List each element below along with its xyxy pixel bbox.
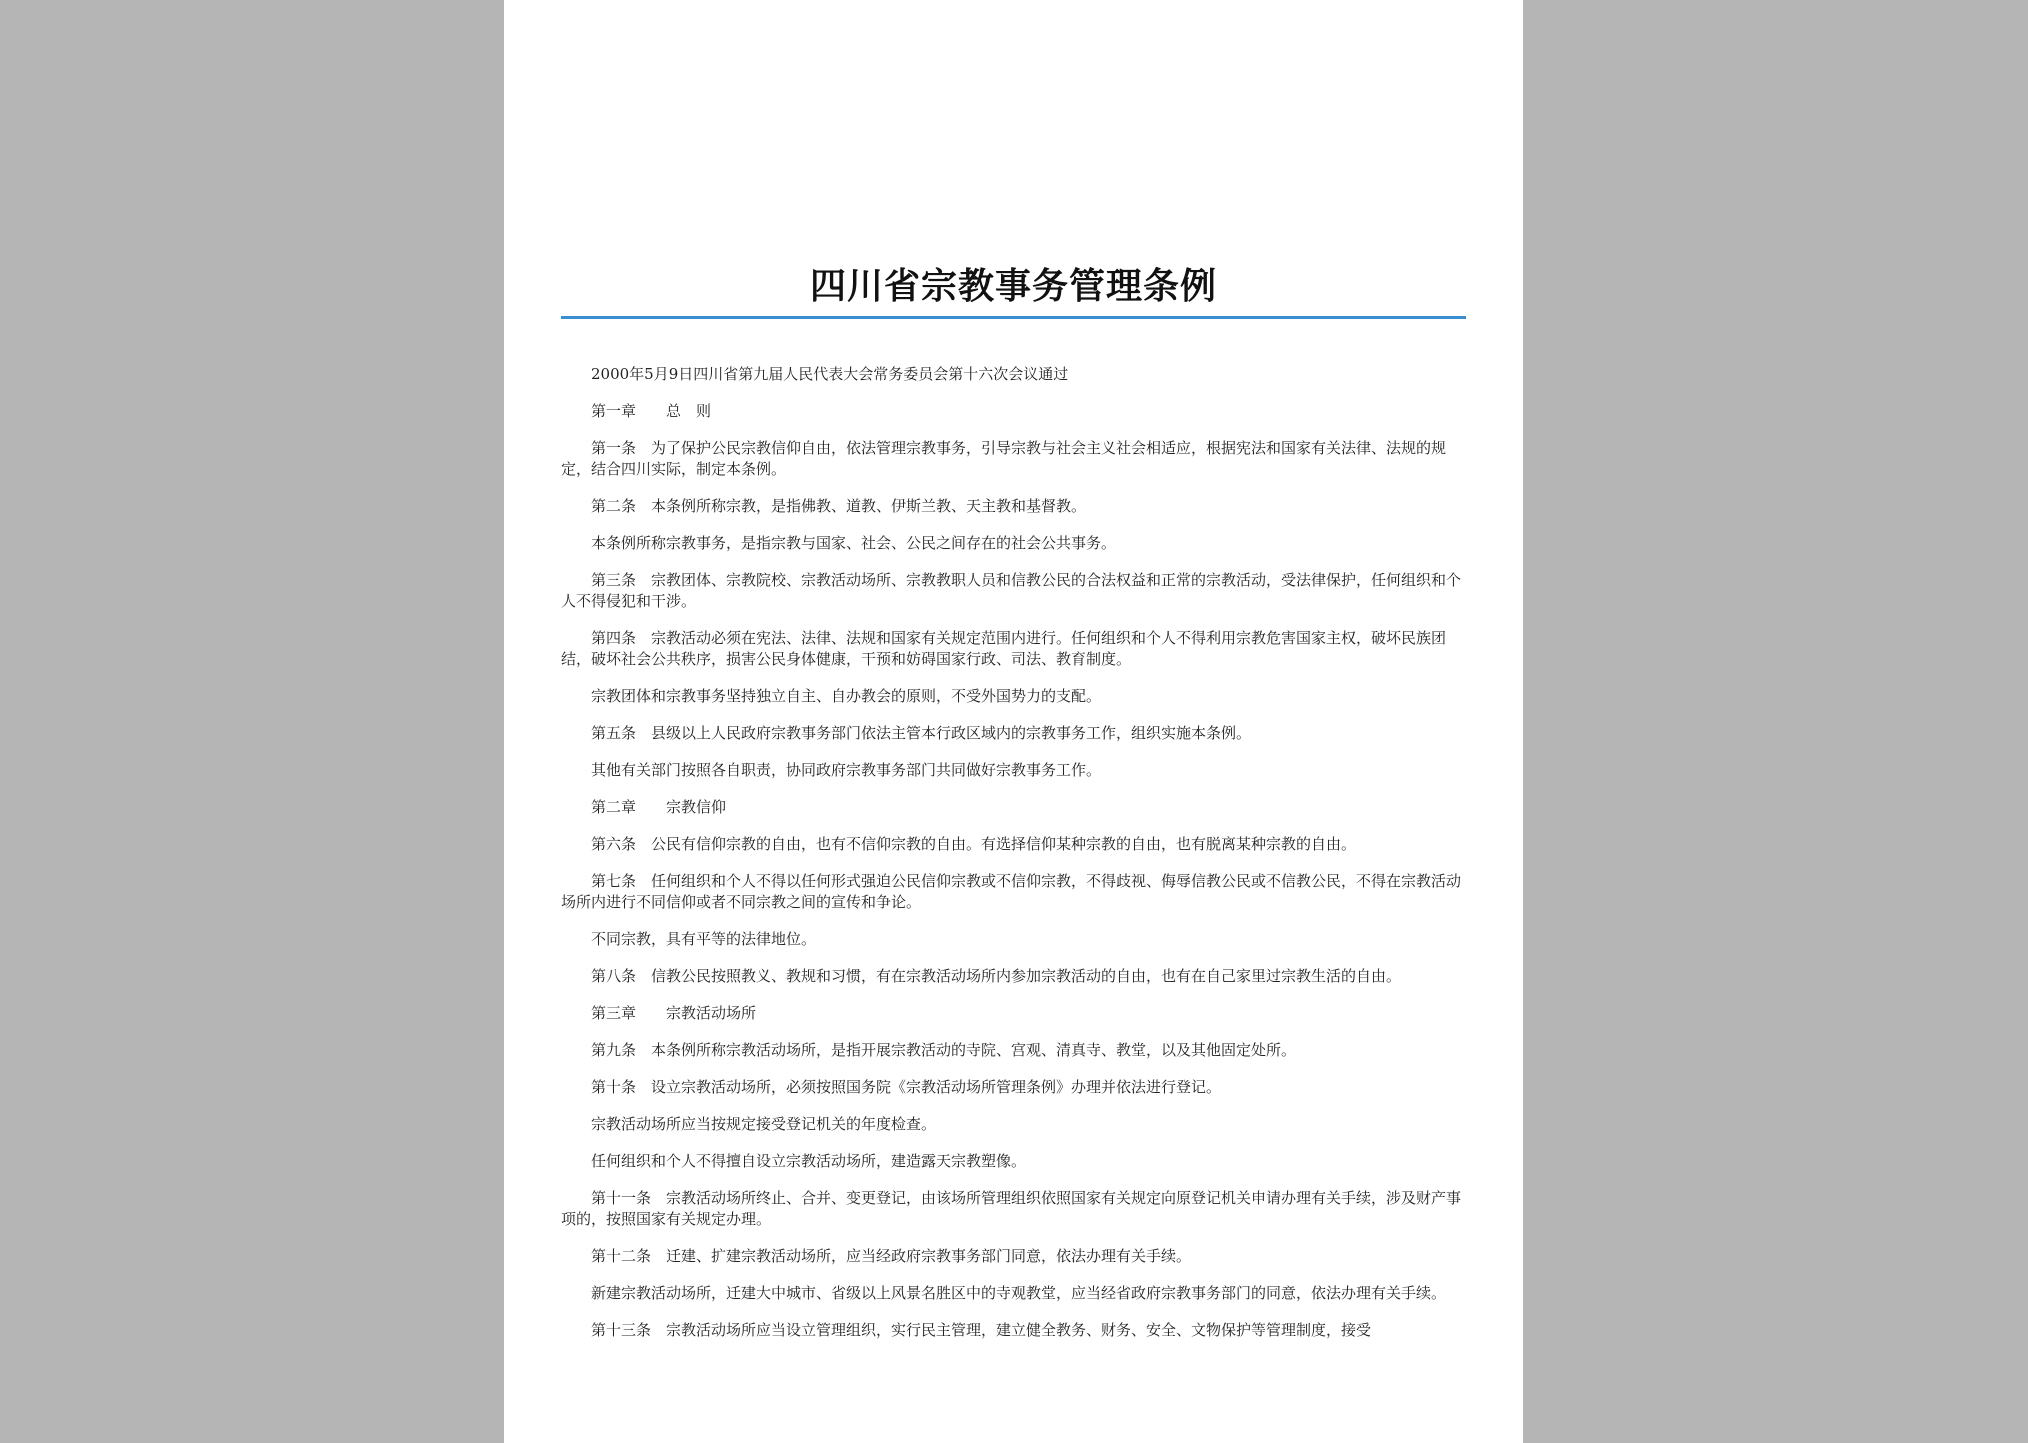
- chapter-title: 宗教活动场所: [666, 1004, 757, 1022]
- document-body: [561, 364, 1466, 1357]
- paragraph-text: 宗教团体和宗教事务坚持独立自主、自办教会的原则，不受外国势力的支配。: [591, 687, 1102, 705]
- article-label: 第十一条: [591, 1189, 652, 1207]
- paragraph-text: 宗教活动必须在宪法、法律、法规和国家有关规定范围内进行。任何组织和个人不得利用宗教危害国家主权，破坏民族团结，破坏社会公共秩序，损害公民身体健康，干预和妨碍国家行政、司法、教育制度。: [561, 629, 1447, 668]
- article-label: 第六条: [591, 835, 637, 853]
- article-label: 第八条: [591, 967, 637, 985]
- article-paragraph: [561, 1040, 1466, 1061]
- paragraph-text: 任何组织和个人不得以任何形式强迫公民信仰宗教或不信仰宗教，不得歧视、侮辱信教公民或不信教公民，不得在宗教活动场所内进行不同信仰或者不同宗教之间的宣传和争论。: [561, 872, 1462, 911]
- article-label: 第十二条: [591, 1247, 652, 1265]
- article-paragraph: [561, 966, 1466, 987]
- article-label: 第五条: [591, 724, 637, 742]
- text-paragraph: [561, 929, 1466, 950]
- article-paragraph: [561, 1077, 1466, 1098]
- chapter-label: 第一章: [591, 402, 637, 420]
- article-label: 第七条: [591, 872, 637, 890]
- article-paragraph: [561, 871, 1466, 913]
- chapter-heading: [561, 401, 1466, 422]
- paragraph-text: 宗教活动场所终止、合并、变更登记，由该场所管理组织依照国家有关规定向原登记机关申请办理有关手续，涉及财产事项的，按照国家有关规定办理。: [561, 1189, 1462, 1228]
- paragraph-text: 公民有信仰宗教的自由，也有不信仰宗教的自由。有选择信仰某种宗教的自由，也有脱离某种宗教的自由。: [651, 835, 1357, 853]
- article-label: 第十条: [591, 1078, 637, 1096]
- paragraph-text: 设立宗教活动场所，必须按照国务院《宗教活动场所管理条例》办理并依法进行登记。: [651, 1078, 1222, 1096]
- article-paragraph: [561, 438, 1466, 480]
- chapter-label: 第三章: [591, 1004, 637, 1022]
- article-paragraph: [561, 723, 1466, 744]
- text-paragraph: [561, 760, 1466, 781]
- article-label: 第二条: [591, 497, 637, 515]
- paragraph-text: 为了保护公民宗教信仰自由，依法管理宗教事务，引导宗教与社会主义社会相适应，根据宪法和国家有关法律、法规的规定，结合四川实际，制定本条例。: [561, 439, 1447, 478]
- text-paragraph: [561, 1283, 1466, 1304]
- article-label: 第十三条: [591, 1321, 652, 1339]
- paragraph-text: 本条例所称宗教事务，是指宗教与国家、社会、公民之间存在的社会公共事务。: [591, 534, 1117, 552]
- article-paragraph: [561, 1246, 1466, 1267]
- chapter-heading: [561, 1003, 1466, 1024]
- paragraph-text: 宗教活动场所应当按规定接受登记机关的年度检查。: [591, 1115, 937, 1133]
- paragraph-text: 县级以上人民政府宗教事务部门依法主管本行政区域内的宗教事务工作，组织实施本条例。: [651, 724, 1252, 742]
- article-paragraph: [561, 834, 1466, 855]
- paragraph-text: 新建宗教活动场所，迁建大中城市、省级以上风景名胜区中的寺观教堂，应当经省政府宗教事务部门的同意，依法办理有关手续。: [591, 1284, 1447, 1302]
- chapter-heading: [561, 797, 1466, 818]
- paragraph-text: 2000年5月9日四川省第九届人民代表大会常务委员会第十六次会议通过: [591, 365, 1069, 383]
- document-page: [504, 0, 1523, 1443]
- text-paragraph: [561, 1151, 1466, 1172]
- paragraph-text: 迁建、扩建宗教活动场所，应当经政府宗教事务部门同意，依法办理有关手续。: [666, 1247, 1192, 1265]
- paragraph-text: 不同宗教，具有平等的法律地位。: [591, 930, 817, 948]
- paragraph-text: 其他有关部门按照各自职责，协同政府宗教事务部门共同做好宗教事务工作。: [591, 761, 1102, 779]
- chapter-label: 第二章: [591, 798, 637, 816]
- text-paragraph: [561, 1114, 1466, 1135]
- article-label: 第九条: [591, 1041, 637, 1059]
- article-paragraph: [561, 570, 1466, 612]
- chapter-title: 总 则: [666, 402, 712, 420]
- document-title: 四川省宗教事务管理条例: [809, 265, 1217, 307]
- article-paragraph: [561, 496, 1466, 517]
- paragraph-text: 宗教活动场所应当设立管理组织，实行民主管理，建立健全教务、财务、安全、文物保护等管理制度，接受: [666, 1321, 1372, 1339]
- article-label: 第四条: [591, 629, 637, 647]
- text-paragraph: [561, 686, 1466, 707]
- article-paragraph: [561, 628, 1466, 670]
- article-label: 第一条: [591, 439, 637, 457]
- text-paragraph: [561, 364, 1466, 385]
- chapter-title: 宗教信仰: [666, 798, 727, 816]
- article-paragraph: [561, 1320, 1466, 1341]
- title-divider: [561, 316, 1466, 319]
- paragraph-text: 任何组织和个人不得擅自设立宗教活动场所，建造露天宗教塑像。: [591, 1152, 1027, 1170]
- paragraph-text: 信教公民按照教义、教规和习惯，有在宗教活动场所内参加宗教活动的自由，也有在自己家里过宗教生活的自由。: [651, 967, 1402, 985]
- paragraph-text: 本条例所称宗教，是指佛教、道教、伊斯兰教、天主教和基督教。: [651, 497, 1087, 515]
- paragraph-text: 本条例所称宗教活动场所，是指开展宗教活动的寺院、宫观、清真寺、教堂，以及其他固定处所。: [651, 1041, 1297, 1059]
- article-label: 第三条: [591, 571, 637, 589]
- paragraph-text: 宗教团体、宗教院校、宗教活动场所、宗教教职人员和信教公民的合法权益和正常的宗教活动，受法律保护，任何组织和个人不得侵犯和干涉。: [561, 571, 1462, 610]
- text-paragraph: [561, 533, 1466, 554]
- article-paragraph: [561, 1188, 1466, 1230]
